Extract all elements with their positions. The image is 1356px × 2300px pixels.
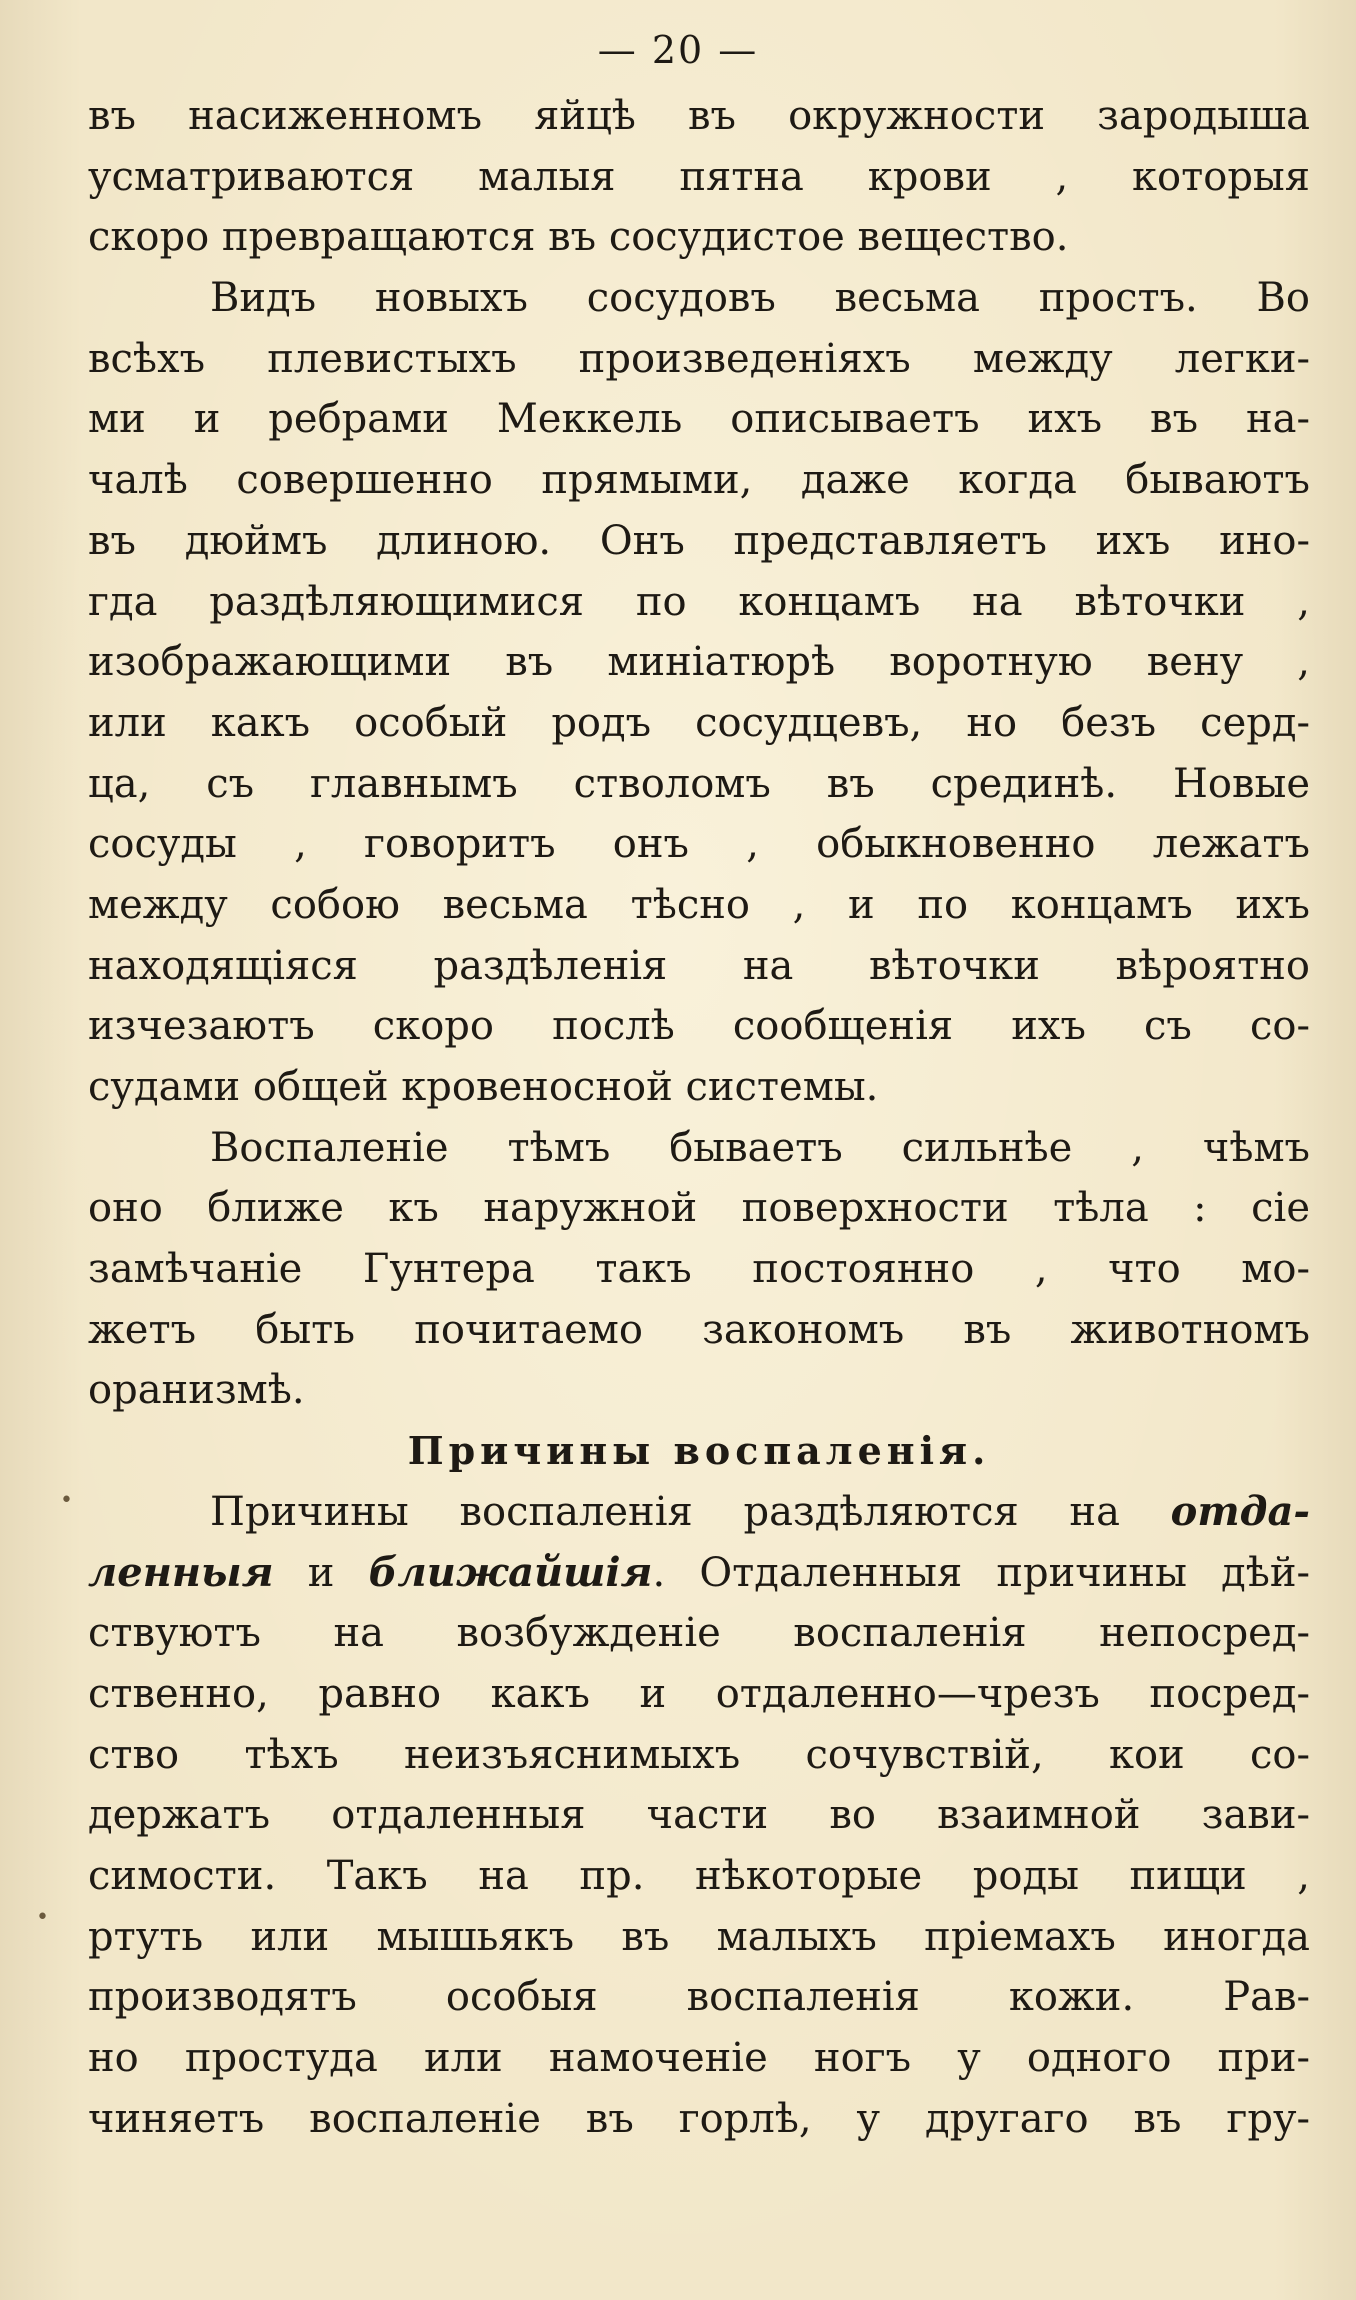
body-text: [88, 86, 1310, 2149]
text-line: Воспаленіе тѣмъ бываетъ сильнѣе , чѣмъ: [210, 1124, 1310, 1171]
italic-term: ленныя: [88, 1548, 274, 1596]
text-line: держатъ отдаленныя части во взаимной зави-: [88, 1792, 1310, 1839]
text-line: изчезаютъ скоро послѣ сообщенія ихъ съ со-: [88, 1003, 1310, 1050]
text-line: [88, 1482, 1310, 1543]
text-line: усматриваются малыя пятна крови , которыя: [88, 153, 1310, 200]
text-line: производятъ особыя воспаленія кожи. Рав-: [88, 1974, 1310, 2021]
ink-speck: •: [60, 1488, 73, 1513]
text-line: въ дюймъ длиною. Онъ представляетъ ихъ ино-: [88, 517, 1310, 564]
text-run: . Отдаленныя причины дѣй-: [652, 1549, 1310, 1596]
text-line: ми и ребрами Меккель описываетъ ихъ въ на-: [88, 396, 1310, 443]
text-line: изображающими въ миніатюрѣ воротную вену ,: [88, 639, 1310, 686]
text-line: Видъ новыхъ сосудовъ весьма простъ. Во: [210, 275, 1310, 322]
text-line: ствуютъ на возбужденіе воспаленія непосред-: [88, 1610, 1310, 1657]
italic-term: ближайшія: [368, 1548, 653, 1596]
text-line: судами общей кровеносной системы.: [88, 1064, 879, 1110]
text-line: оранизмѣ.: [88, 1367, 305, 1414]
text-line: симости. Такъ на пр. нѣкоторые роды пищи ,: [88, 1852, 1310, 1899]
text-line: [88, 1543, 1310, 1604]
text-line: гда раздѣляющимися по концамъ на вѣточки ,: [88, 578, 1310, 625]
text-line: сосуды , говоритъ онъ , обыкновенно лежатъ: [88, 821, 1310, 868]
text-line: замѣчаніе Гунтера такъ постоянно , что мо-: [88, 1246, 1310, 1293]
text-run: Причины воспаленія раздѣляются на: [210, 1488, 1171, 1535]
text-line: ство тѣхъ неизъяснимыхъ сочувствій, кои со-: [88, 1731, 1310, 1778]
text-line: оно ближе къ наружной поверхности тѣла : сіе: [88, 1185, 1310, 1232]
text-line: находящіяся раздѣленія на вѣточки вѣроятно: [88, 942, 1310, 989]
text-line: между собою весьма тѣсно , и по концамъ ихъ: [88, 881, 1310, 928]
text-line: чиняетъ воспаленіе въ горлѣ, у другаго въ гру-: [88, 2095, 1310, 2142]
text-line: ца, съ главнымъ стволомъ въ срединѣ. Новые: [88, 760, 1310, 807]
ink-speck: •: [36, 1905, 49, 1930]
page-number: — 20 —: [597, 28, 759, 72]
section-heading: Причины воспаленія.: [407, 1428, 991, 1474]
text-line: но простуда или намоченіе ногъ у одного при-: [88, 2035, 1310, 2081]
text-line: въ насиженномъ яйцѣ въ окружности зародыша: [88, 93, 1310, 139]
text-line: ртуть или мышьякъ въ малыхъ пріемахъ иногда: [88, 1913, 1310, 1960]
text-line: всѣхъ плевистыхъ произведеніяхъ между легки-: [88, 335, 1310, 382]
text-line: жетъ быть почитаемо закономъ въ животномъ: [88, 1306, 1310, 1353]
text-line: ственно, равно какъ и отдаленно—чрезъ посред-: [88, 1670, 1310, 1717]
text-line: или какъ особый родъ сосудцевъ, но безъ серд-: [88, 699, 1310, 746]
italic-term: отда-: [1170, 1487, 1310, 1535]
text-line: скоро превращаются въ сосудистое вещество.: [88, 214, 1069, 261]
text-run: и: [273, 1549, 369, 1596]
text-line: чалѣ совершенно прямыми, даже когда бываютъ: [88, 457, 1310, 504]
